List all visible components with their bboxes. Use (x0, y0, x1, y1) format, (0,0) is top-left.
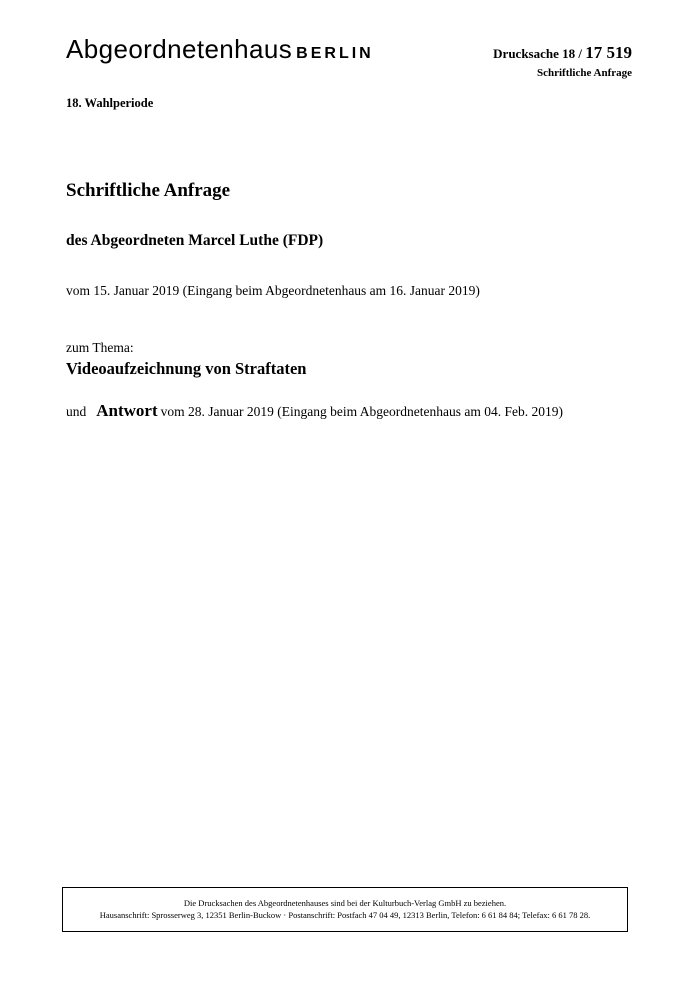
document-number-value: 17 519 (585, 43, 632, 62)
topic-title: Videoaufzeichnung von Straftaten (66, 359, 307, 378)
answer-date: vom 28. Januar 2019 (Eingang beim Abgeordnetenhaus am 04. Feb. 2019) (160, 404, 563, 419)
footer-line-address: Hausanschrift: Sprosserweg 3, 12351 Berlin-Buckow · Postanschrift: Postfach 47 04 49, 12313 Berlin, Telefon: 6 61 84 84; Telefax: 6 61 78 28. (99, 910, 591, 920)
logo-city: BERLIN (296, 45, 374, 62)
parliament-logo (66, 36, 374, 62)
logo-wordmark: Abgeordnetenhaus (66, 34, 293, 64)
submission-date-line: vom 15. Januar 2019 (Eingang beim Abgeordnetenhaus am 16. Januar 2019) (66, 283, 480, 298)
footer-box (62, 887, 628, 932)
author-line: des Abgeordneten Marcel Luthe (FDP) (66, 232, 324, 249)
answer-line (66, 401, 563, 421)
document-type: Schriftliche Anfrage (536, 67, 632, 79)
page-title: Schriftliche Anfrage (66, 180, 231, 201)
document-number (493, 44, 632, 62)
answer-word: Antwort (96, 401, 158, 420)
topic-label: zum Thema: (66, 340, 134, 355)
footer-line-distribution: Die Drucksachen des Abgeordnetenhauses sind bei der Kulturbuch-Verlag GmbH zu beziehen. (183, 898, 507, 908)
answer-prefix: und (66, 404, 87, 419)
legislative-period: 18. Wahlperiode (66, 96, 154, 110)
document-number-prefix: Drucksache 18 / (493, 46, 586, 61)
